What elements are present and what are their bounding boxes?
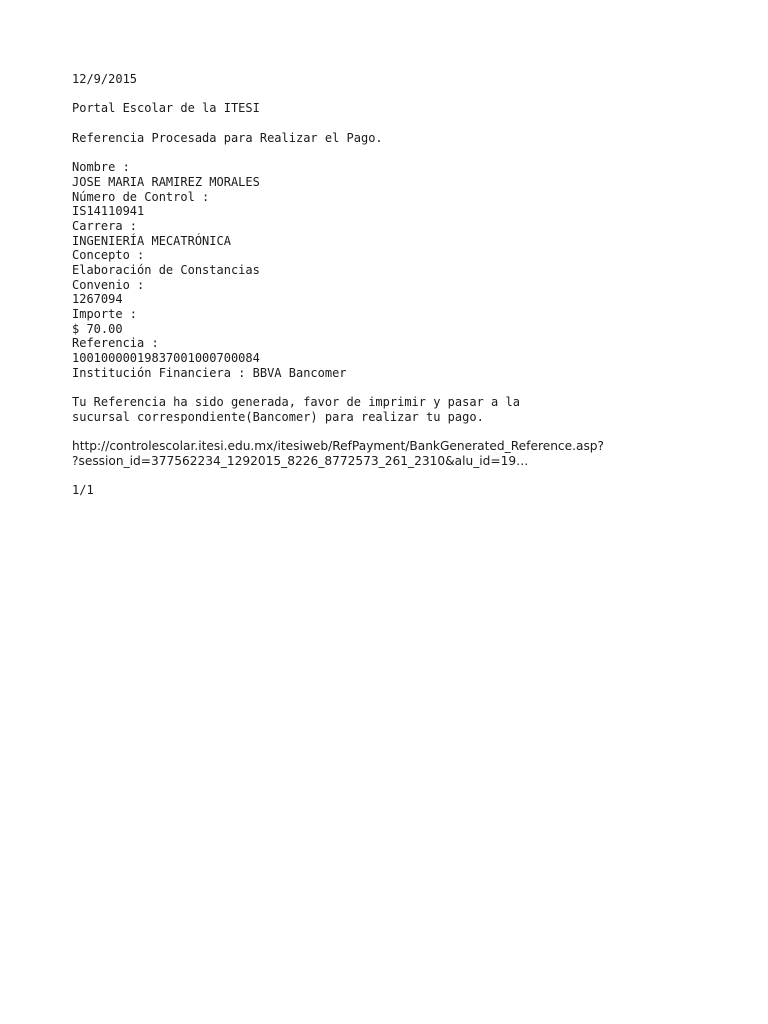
control-value: IS14110941: [72, 204, 145, 219]
convenio-value: 1267094: [72, 292, 123, 307]
control-label: Número de Control :: [72, 189, 210, 204]
spacer: [72, 425, 732, 440]
message-line-1: Tu Referencia ha sido generada, favor de imprimir y pasar a la: [72, 395, 520, 410]
concepto-label: Concepto :: [72, 248, 145, 263]
institucion-line: Institución Financiera : BBVA Bancomer: [72, 365, 347, 380]
source-url-line-1: http://controlescolar.itesi.edu.mx/itesiweb/RefPayment/BankGenerated_Reference.asp?: [72, 439, 605, 454]
spacer: [72, 469, 732, 484]
carrera-label: Carrera :: [72, 218, 138, 233]
message-line-2: sucursal correspondiente(Bancomer) para realizar tu pago.: [72, 409, 484, 424]
spacer: [72, 145, 732, 160]
importe-label: Importe :: [72, 307, 138, 321]
source-url-line-2: ?session_id=377562234_1292015_8226_8772573_261_2310&alu_id=19…: [72, 453, 529, 468]
referencia-value: 10010000019837001000700084: [72, 351, 260, 366]
nombre-value: JOSE MARIA RAMIREZ MORALES: [72, 174, 260, 189]
spacer: [72, 116, 732, 131]
nombre-label: Nombre :: [72, 160, 130, 175]
page-number: 1/1: [72, 483, 94, 498]
convenio-label: Convenio :: [72, 277, 145, 292]
print-date: 12/9/2015: [72, 72, 138, 86]
document-heading: Referencia Procesada para Realizar el Pago.: [72, 130, 383, 145]
spacer: [72, 380, 732, 395]
importe-value: $ 70.00: [72, 321, 123, 336]
spacer: [72, 87, 732, 102]
carrera-value: INGENIERÍA MECATRÓNICA: [72, 233, 231, 248]
concepto-value: Elaboración de Constancias: [72, 262, 260, 277]
printed-document: [72, 72, 732, 498]
referencia-label: Referencia :: [72, 336, 159, 351]
portal-title: Portal Escolar de la ITESI: [72, 101, 260, 116]
